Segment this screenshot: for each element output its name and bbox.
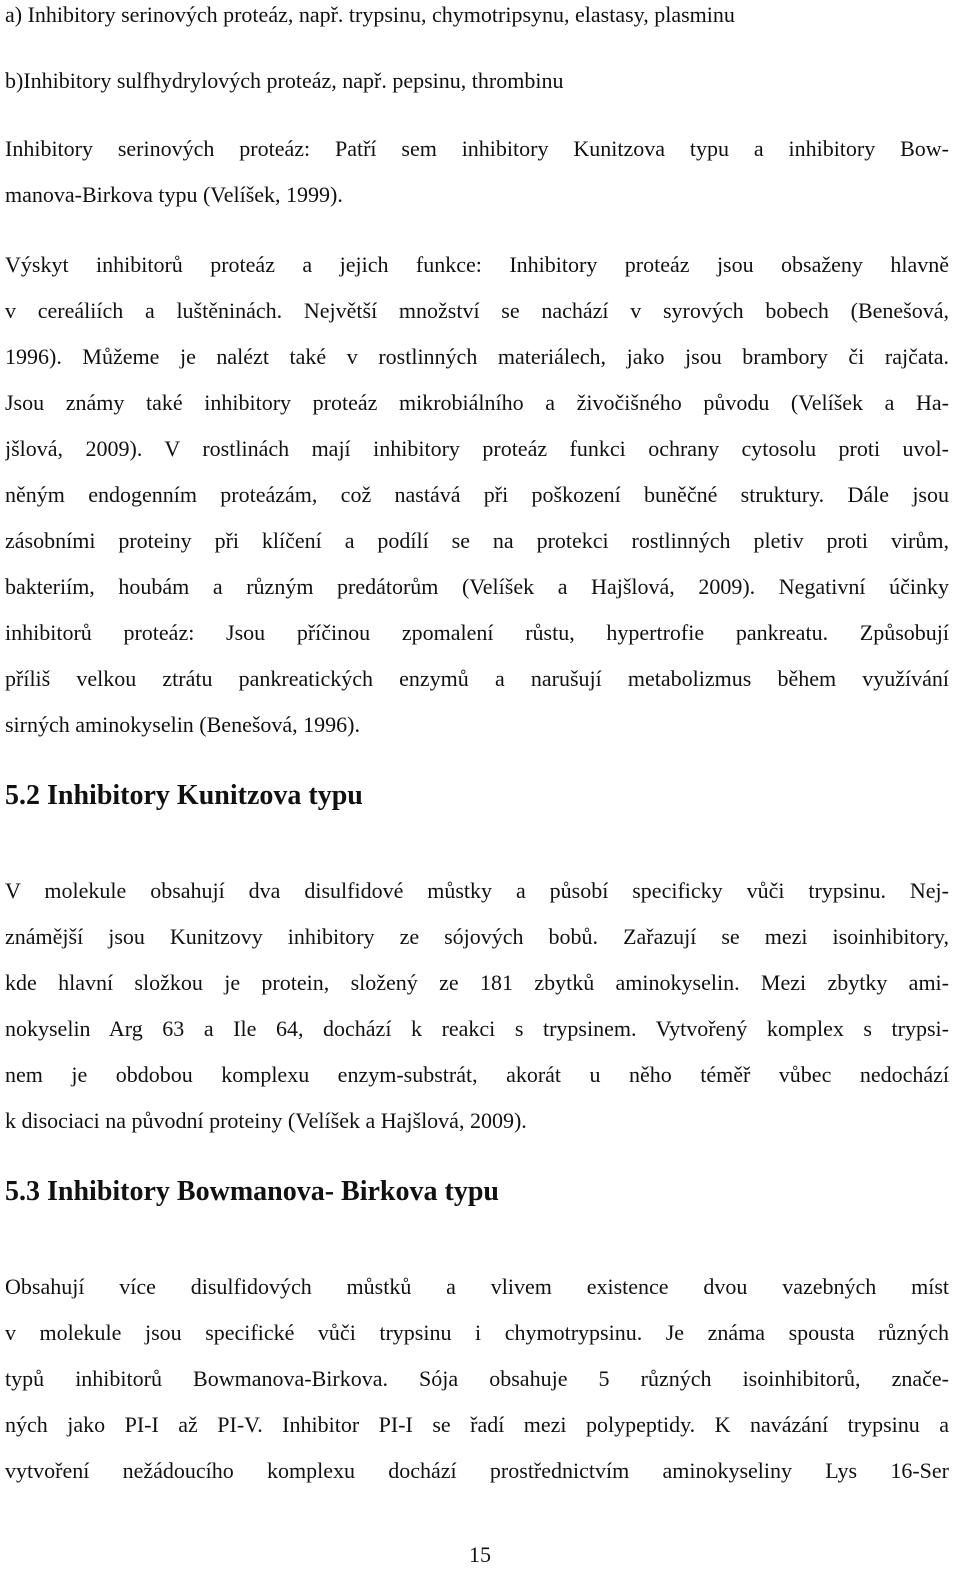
paragraph-line: bakteriím, houbám a různým predátorům (Velíšek a Hajšlová, 2009). Negativní účinky — [5, 574, 949, 599]
page-number: 15 — [469, 1542, 491, 1567]
intro-line: b)Inhibitory sulfhydrylových proteáz, např. pepsinu, thrombinu — [5, 68, 564, 93]
paragraph-line: v molekule jsou specifické vůči trypsinu i chymotrypsinu. Je známa spousta různých — [5, 1320, 949, 1345]
intro-line: a) Inhibitory serinových proteáz, např. trypsinu, chymotripsynu, elastasy, plasminu — [5, 2, 735, 27]
intro-line: Inhibitory serinových proteáz: Patří sem inhibitory Kunitzova typu a inhibitory Bow- — [5, 136, 949, 161]
paragraph-line: zásobními proteiny při klíčení a podílí se na protekci rostlinných pletiv proti virům, — [5, 528, 949, 553]
paragraph-line: ných jako PI-I až PI-V. Inhibitor PI-I se řadí mezi polypeptidy. K navázání trypsinu a — [5, 1412, 949, 1437]
paragraph-line: inhibitorů proteáz: Jsou příčinou zpomalení růstu, hypertrofie pankreatu. Způsobují — [5, 620, 949, 645]
paragraph-line: nokyselin Arg 63 a Ile 64, dochází k reakci s trypsinem. Vytvořený komplex s trypsi- — [5, 1016, 949, 1041]
paragraph-line: v cereáliích a luštěninách. Největší množství se nachází v syrových bobech (Benešová, — [5, 298, 949, 323]
paragraph-line: k disociaci na původní proteiny (Velíšek a Hajšlová, 2009). — [5, 1108, 527, 1133]
paragraph-line: V molekule obsahují dva disulfidové můstky a působí specificky vůči trypsinu. Nej- — [5, 878, 949, 903]
paragraph-line: něným endogenním proteázám, což nastává při poškození buněčné struktury. Dále jsou — [5, 482, 949, 507]
paragraph-line: sirných aminokyselin (Benešová, 1996). — [5, 712, 360, 737]
section-heading-5-3: 5.3 Inhibitory Bowmanova- Birkova typu — [5, 1176, 499, 1207]
paragraph-line: jšlová, 2009). V rostlinách mají inhibitory proteáz funkci ochrany cytosolu proti uvol- — [5, 436, 949, 461]
paragraph-line: Jsou známy také inhibitory proteáz mikrobiálního a živočišného původu (Velíšek a Ha- — [5, 390, 949, 415]
paragraph-line: 1996). Můžeme je nalézt také v rostlinných materiálech, jako jsou brambory či rajčata. — [5, 344, 949, 369]
paragraph-line: nem je obdobou komplexu enzym-substrát, akorát u něho téměř vůbec nedochází — [5, 1062, 949, 1087]
paragraph-line: Obsahují více disulfidových můstků a vlivem existence dvou vazebných míst — [5, 1274, 949, 1299]
paragraph-line: typů inhibitorů Bowmanova-Birkova. Sója obsahuje 5 různých isoinhibitorů, znače- — [5, 1366, 949, 1391]
paragraph-line: známější jsou Kunitzovy inhibitory ze sójových bobů. Zařazují se mezi isoinhibitory, — [5, 924, 949, 949]
section-heading-5-2: 5.2 Inhibitory Kunitzova typu — [5, 780, 363, 811]
intro-line: manova-Birkova typu (Velíšek, 1999). — [5, 182, 343, 207]
paragraph-line: kde hlavní složkou je protein, složený ze 181 zbytků aminokyselin. Mezi zbytky ami- — [5, 970, 949, 995]
paragraph-line: vytvoření nežádoucího komplexu dochází prostřednictvím aminokyseliny Lys 16-Ser — [5, 1458, 949, 1483]
paragraph-line: příliš velkou ztrátu pankreatických enzymů a narušují metabolizmus během využívání — [5, 666, 949, 691]
paragraph-line: Výskyt inhibitorů proteáz a jejich funkce: Inhibitory proteáz jsou obsaženy hlavně — [5, 252, 949, 277]
